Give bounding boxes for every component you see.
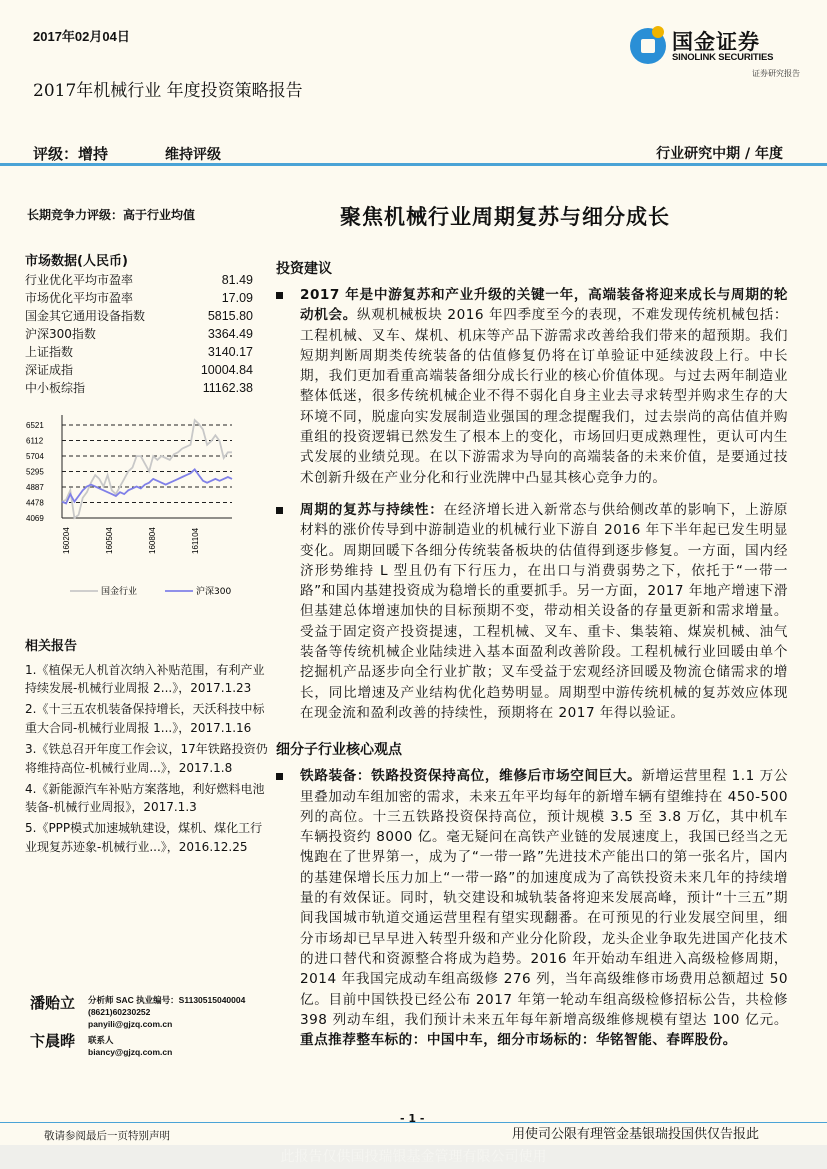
market-label: 国金其它通用设备指数	[25, 309, 146, 323]
investment-advice	[276, 258, 788, 1050]
logo-dot-icon	[652, 26, 664, 38]
analyst-sac: 分析师 SAC 执业编号：S1130515040004	[88, 995, 246, 1005]
y-tick-label: 6521	[26, 421, 44, 430]
para-lead: 铁路装备：铁路投资保持高位，维修后市场空间巨大。	[300, 768, 642, 785]
contact-role: 联系人	[88, 1035, 114, 1045]
para-lead: 2017 年是中游复苏和产业升级的关键一年，高端装备将迎来成长与周期的轮动机会。	[300, 287, 788, 324]
section-heading: 细分子行业核心观点	[276, 742, 402, 759]
bullet-icon	[276, 773, 283, 780]
report-title: 2017年机械行业 年度投资策略报告	[33, 81, 303, 101]
analyst-info	[88, 994, 245, 1030]
market-data-title: 市场数据(人民币)	[25, 254, 128, 269]
header-divider	[0, 163, 827, 166]
contact-email[interactable]: biancy@gjzq.com.cn	[88, 1047, 173, 1057]
y-tick-label: 4478	[26, 498, 44, 508]
analyst-email[interactable]: panyili@gjzq.com.cn	[88, 1019, 173, 1029]
headline: 聚焦机械行业周期复苏与细分成长	[340, 204, 670, 229]
y-tick-label: 5704	[26, 451, 44, 461]
watermark: 此报告仅供国投瑞银基金管理有限公司使用	[0, 1145, 827, 1169]
legend-label: 国金行业	[101, 587, 138, 597]
market-data-row	[25, 307, 253, 325]
footer-notice: 用使司公限有理管金基银瑞投国供仅告报此	[512, 1127, 760, 1142]
market-data-row	[25, 361, 253, 379]
market-label: 上证指数	[25, 345, 74, 359]
x-tick-label: 161104	[191, 527, 200, 554]
y-tick-label: 4069	[26, 514, 44, 523]
index-chart	[20, 410, 260, 605]
market-value: 81.49	[221, 273, 253, 287]
analyst-phone: (8621)60230252	[88, 1007, 151, 1017]
y-tick-label: 5295	[26, 467, 44, 477]
rating: 评级：增持	[33, 145, 109, 163]
bullet-icon	[276, 507, 283, 514]
bullet-paragraph	[276, 766, 788, 1050]
x-tick-label: 160204	[62, 527, 71, 554]
related-report-link[interactable]: 3.《铁总召开年度工作会议，17年铁路投资仍将维持高位-机械行业周...》，2017.1.8	[25, 741, 268, 775]
analyst-name: 潘贻立	[30, 994, 76, 1012]
para-text: 新增运营里程 1.1 万公里叠加动车组加密的需求，未来五年平均每年的新增车辆有望维持在 450-500 列的高位。十三五铁路投资保持高位，预计规模 3.5 至 3.8 万亿，其中机车车辆投资约 8000 亿。毫无疑问在高铁产业链的发展速度上，我国已经当之无愧跑在了世界第一，成为了“一带一路”先进技术产能出口的第一张名片，国内的基建保增长压力加上“一带一路”的加速度成为了高铁投资未来几年的持续增量的有效保证。同时，轨交建设和城轨装备将迎来发展高峰，预计“十三五”期间我国城市轨道交通运营里程有望实现翻番。在可预见的行业发展空间里，细分市场却已早早进入转型升级和产业分化阶段，龙头企业争取先进国产化技术的进口替代和资源整合将成为趋势。2016 年开始动车组进入高级检修周期，2014 年我国完成动车组高级修 276 列，当年高级维修市场费用总额超过 50 亿。目前中国铁投已经公布 2017 年第一轮动车组高级检修招标公告，共检修 398 列动车组，我们预计未来五年每年新增高级维修规模有望达 100 亿元。	[300, 768, 788, 1028]
report-type: 行业研究中期 / 年度	[656, 146, 783, 162]
market-data-row	[25, 271, 253, 289]
related-report-link[interactable]: 2.《十三五农机装备保持增长，天沃科技中标重大合同-机械行业周报 1...》，2017.1.16	[25, 702, 265, 735]
recommendation: 重点推荐整车标的：中国中车，细分市场标的：华铭智能、春晖股份。	[300, 1032, 737, 1049]
market-value: 11162.38	[202, 381, 253, 395]
para-text: 纵观机械板块 2016 年四季度至今的表现，不难发现传统机械包括：工程机械、叉车、煤机、机床等产品下游需求改善给我们带来的超预期。我们短期判断周期类传统装备的估值修复仍将在订单验证中延续波段上行。中长期，我们更加看重高端装备细分成长行业的核心价值体现。与过去两年制造业整体低迷，很多传统机械企业不得不弱化自身主业去寻求转型并购求生存的大环境不同，脱虚向实发展制造业强国的理念提醒我们，过去崇尚的高估值并购重组的投资逻辑已然发生了根本上的变化，市场回归更成熟理性，更认可内生式发展的业绩兑现。在以下游需求为导向的高端装备的未来价值，是要通过技术创新升级在产业分化和行业洗牌中凸显其核心竞争力的。	[300, 307, 788, 486]
market-data	[25, 250, 253, 397]
legend-label: 沪深300	[196, 587, 232, 597]
related-report-link[interactable]: 1.《植保无人机首次纳入补贴范围，有利产业持续发展-机械行业周报 2...》，2017.1.23	[25, 662, 265, 696]
market-value: 3364.49	[207, 327, 253, 341]
market-value: 17.09	[221, 291, 253, 305]
bullet-paragraph	[276, 500, 788, 723]
market-value: 5815.80	[207, 309, 253, 323]
para-lead: 周期的复苏与持续性：	[300, 501, 444, 518]
market-label: 市场优化平均市盈率	[25, 291, 134, 305]
market-value: 3140.17	[207, 345, 253, 359]
bullet-paragraph	[276, 285, 788, 488]
para-text: 在经济增长进入新常态与供给侧改革的影响下，上游原材料的涨价传导到中游制造业的机械行业下游自 2016 年下半年起已发生明显变化。周期回暖下各细分传统装备板块的估值得到逐步修复。一方面，国内经济形势维持 L 型且仍有下行压力，在出口与消费弱势之下，依托于“一带一路”和国内基建投资成为稳增长的重要抓手。另一方面，2017 年地产增速下滑但基建总体增速加快的目标预期不变，带动相关设备的存量更新和需求增量。受益于固定资产投资提速，工程机械、叉车、重卡、集装箱、煤炭机械、油气装备等传统机械企业陆续进入基本面盈利改善阶段。工程机械行业回暖由单个挖掘机产品逐步向全行业扩散；叉车受益于宏观经济回暖及物流仓储需求的增长，同比增速及产业结构优化趋势明显。周期型中游传统机械的复苏效应体现在现金流和盈利改善的持续性，预期将在 2017 年得以验证。	[300, 501, 788, 721]
market-label: 中小板综指	[25, 381, 86, 395]
market-value: 10004.84	[200, 363, 253, 377]
x-tick-label: 160504	[105, 527, 114, 554]
related-reports-title: 相关报告	[25, 639, 78, 654]
market-data-row	[25, 289, 253, 307]
rating-note: 维持评级	[165, 147, 221, 163]
contact-name: 卞晨晔	[30, 1032, 76, 1050]
report-date: 2017年02月04日	[33, 29, 130, 44]
related-reports	[25, 638, 270, 859]
long-term-rating: 长期竞争力评级：高于行业均值	[27, 208, 196, 222]
market-data-row	[25, 343, 253, 361]
y-tick-label: 6112	[26, 436, 44, 446]
series-line-0	[62, 420, 232, 518]
market-label: 沪深300指数	[25, 327, 96, 341]
market-data-row	[25, 379, 253, 397]
related-report-link[interactable]: 5.《PPP模式加速城轨建设，煤机、煤化工行业现复苏迹象-机械行业...》，2016.12.25	[25, 821, 263, 854]
x-tick-label: 160804	[148, 527, 157, 554]
page-number: - 1 -	[400, 1112, 425, 1125]
series-line-1	[62, 469, 232, 503]
logo-en: SINOLINK SECURITIES	[672, 52, 774, 63]
sinolink-logo	[630, 24, 800, 84]
market-label: 行业优化平均市盈率	[25, 273, 134, 287]
contact-info	[88, 1034, 172, 1058]
market-label: 深证成指	[25, 363, 74, 377]
y-tick-label: 4887	[26, 482, 44, 492]
footer-disclaimer: 敬请参阅最后一页特别声明	[44, 1130, 170, 1142]
section-heading: 投资建议	[276, 261, 332, 277]
bullet-icon	[276, 292, 283, 299]
related-report-link[interactable]: 4.《新能源汽车补贴方案落地，利好燃料电池装备-机械行业周报》，2017.1.3	[25, 781, 265, 815]
logo-cn: 国金证券	[672, 30, 760, 54]
market-data-row	[25, 325, 253, 343]
logo-sub: 证券研究报告	[752, 69, 800, 78]
